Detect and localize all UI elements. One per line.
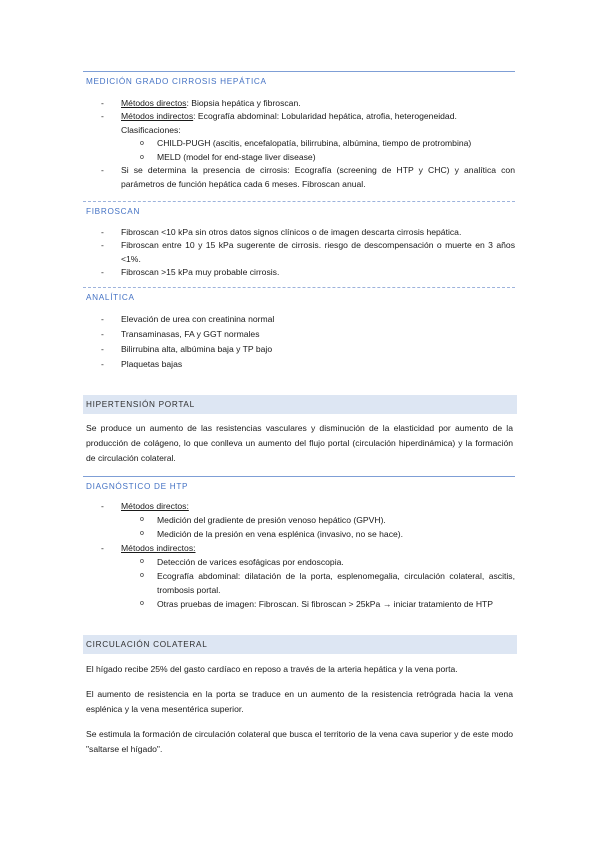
bullet-dash: - (101, 542, 104, 553)
indirectos-item: Ecografía abdominal: dilatación de la porta, esplenomegalia, circulación colateral, ascitis, trombosis portal. (157, 570, 515, 595)
cribado-text: Si se determina la presencia de cirrosis: Ecografía (screening de HTP y CHC) y analítica con parámetros de función hepática cada 6 meses. Fibroscan anual. (121, 165, 515, 189)
bullet-dash: - (101, 358, 104, 369)
bullet-circle: o (140, 557, 144, 565)
list-item (83, 266, 515, 280)
analitica-item: Plaquetas bajas (121, 358, 183, 369)
list-item (83, 312, 515, 327)
section-heading: DIAGNÓSTICO DE HTP (83, 476, 515, 494)
metodos-indirectos-text: : Ecografía abdominal: Lobularidad hepática, atrofia, heterogeneidad. (193, 111, 457, 121)
bullet-dash: - (101, 97, 104, 108)
section-fibroscan (83, 201, 515, 280)
bullet-circle: o (140, 599, 144, 607)
section-hipertension (83, 395, 517, 466)
child-pugh-text: CHILD-PUGH (ascitis, encefalopatía, bilirrubina, albúmina, tiempo de protrombina) (157, 138, 472, 148)
metodos-directos-label: Métodos directos (121, 97, 187, 108)
bullet-dash: - (101, 111, 104, 121)
bullet-dash: - (101, 500, 104, 511)
bullet-circle: o (140, 529, 144, 537)
bullet-dash: - (101, 343, 104, 354)
metodos-directos-text: : Biopsia hepática y fibroscan. (186, 97, 301, 108)
list-item (83, 97, 515, 111)
indirectos-item: Otras pruebas de imagen: Fibroscan. Si fibroscan > 25kPa → iniciar tratamiento de HTP (157, 598, 494, 609)
list-item (83, 357, 515, 372)
bullet-dash: - (101, 165, 104, 175)
fibroscan-item: Fibroscan >15 kPa muy probable cirrosis. (121, 267, 280, 277)
bullet-dash: - (101, 240, 104, 250)
metodos-indirectos-label: Métodos indirectos (121, 111, 194, 121)
circulacion-paragraph: El hígado recibe 25% del gasto cardíaco en reposo a través de la arteria hepática y la vena porta. (86, 663, 458, 674)
list-item (83, 137, 515, 151)
section-circulacion (83, 635, 517, 757)
list-item (83, 226, 515, 240)
bullet-dash: - (101, 328, 104, 339)
list-item (83, 110, 515, 137)
list-item (83, 164, 515, 191)
list-item (83, 569, 515, 597)
section-heading: MEDICIÓN GRADO CIRROSIS HEPÁTICA (83, 71, 515, 89)
hipertension-paragraph: Se produce un aumento de las resistencias vasculares y disminución de la elasticidad por aumento de la producción de colágeno, lo que conlleva un aumento del flujo portal (circulación hiperdinámica) y la formación de circulación colateral. (86, 422, 513, 463)
section-heading: CIRCULACIÓN COLATERAL (83, 635, 517, 654)
meld-text: MELD (model for end-stage liver disease) (157, 151, 316, 162)
bullet-circle: o (140, 153, 144, 161)
circulacion-paragraph: Se estimula la formación de circulación colateral que busca el territorio de la vena cava superior y de este modo "saltarse el hígado". (86, 728, 513, 754)
list-item (83, 527, 515, 541)
section-heading: ANALÍTICA (83, 287, 515, 305)
list-item (83, 239, 515, 266)
list-item (83, 555, 515, 569)
directos-label: Métodos directos: (121, 500, 189, 511)
list-item (83, 327, 515, 342)
analitica-item: Transaminasas, FA y GGT normales (121, 328, 260, 339)
bullet-dash: - (101, 267, 104, 277)
analitica-item: Elevación de urea con creatinina normal (121, 313, 275, 324)
section-analitica (83, 287, 515, 372)
section-diagnostico (83, 476, 515, 611)
circulacion-paragraph: El aumento de resistencia en la porta se traduce en un aumento de la resistencia retrógrada hacia la vena esplénica y la vena mesentérica superior. (86, 688, 513, 714)
section-cirrosis (83, 71, 515, 191)
list-item (83, 513, 515, 527)
list-item (83, 541, 515, 555)
analitica-item: Bilirrubina alta, albúmina baja y TP bajo (121, 343, 273, 354)
fibroscan-item: Fibroscan entre 10 y 15 kPa sugerente de cirrosis. riesgo de descompensación o muerte en 3 años <1%. (121, 240, 515, 264)
list-item (83, 342, 515, 357)
indirectos-label: Métodos indirectos: (121, 542, 196, 553)
directos-item: Medición de la presión en vena esplénica (invasivo, no se hace). (157, 528, 404, 539)
list-item (83, 499, 515, 513)
bullet-dash: - (101, 313, 104, 324)
list-item (83, 597, 515, 611)
bullet-circle: o (140, 140, 144, 147)
list-item (83, 151, 515, 165)
section-heading: HIPERTENSIÓN PORTAL (83, 395, 517, 414)
fibroscan-item: Fibroscan <10 kPa sin otros datos signos clínicos o de imagen descarta cirrosis hepática. (121, 226, 462, 237)
section-heading: FIBROSCAN (83, 201, 515, 219)
bullet-circle: o (140, 571, 144, 579)
clasificaciones-label: Clasificaciones: (121, 124, 181, 135)
indirectos-item: Detección de varices esofágicas por endoscopia. (157, 556, 344, 567)
bullet-dash: - (101, 226, 104, 237)
bullet-circle: o (140, 515, 144, 523)
directos-item: Medición del gradiente de presión venoso hepático (GPVH). (157, 514, 386, 525)
